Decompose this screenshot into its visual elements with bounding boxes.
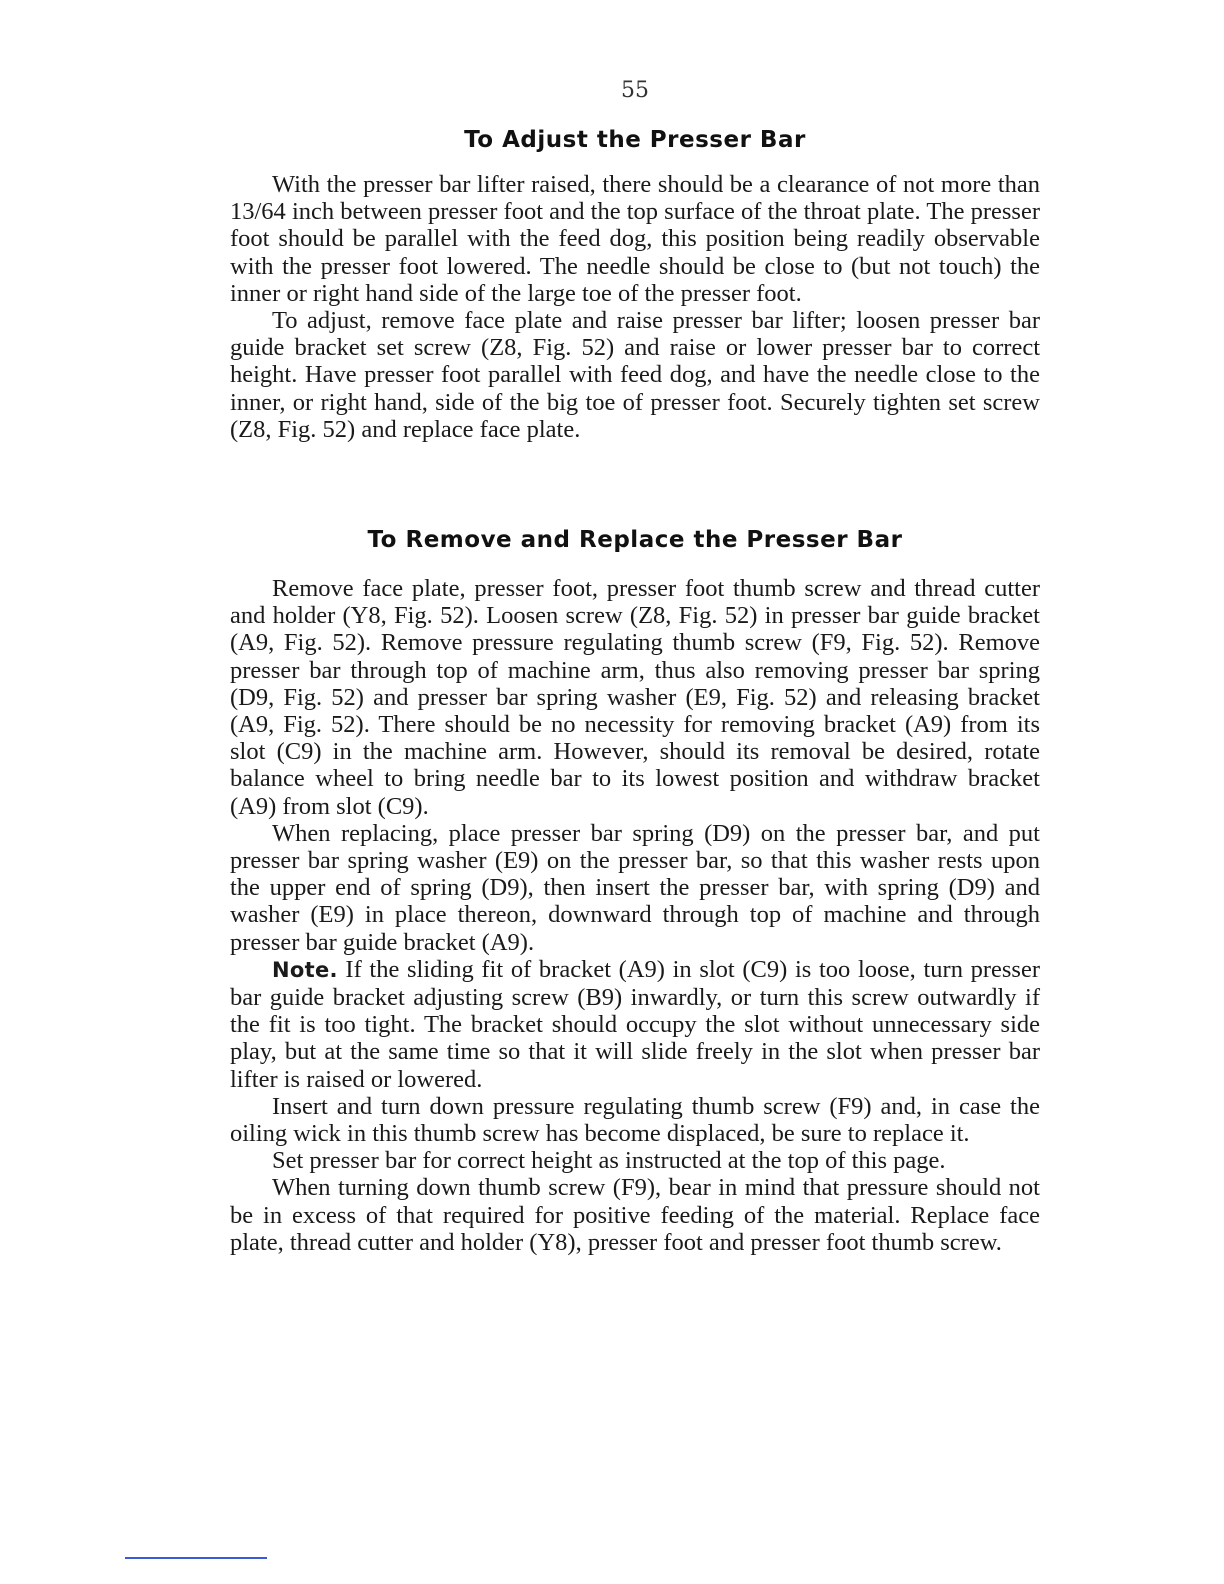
note-text: If the sliding fit of bracket (A9) in slot (C9) is too loose, turn presser bar guide bracket adjusting screw (B9) inwardly, or turn this screw outwardly if the fit is too tight. The bracket should occupy the slot without unnecessary side play, but at the same time so that it will slide freely in the slot when presser bar lifter is raised or lowered. — [230, 955, 1040, 1093]
paragraph-thumb-screw: Insert and turn down pressure regulating thumb screw (F9) and, in case the oiling wick in this thumb screw has become displaced, be sure to replace it. — [230, 1092, 1040, 1148]
paragraph-set-height: Set presser bar for correct height as instructed at the top of this page. — [272, 1147, 946, 1175]
section-adjust-presser-bar — [230, 171, 1040, 443]
note-label: Note. — [272, 957, 338, 982]
footnote-rule — [125, 1557, 267, 1559]
paragraph-clearance: With the presser bar lifter raised, there should be a clearance of not more than 13/64 inch between presser foot and the top surface of the throat plate. The presser foot should be parallel with the feed dog, this position being readily observable with the presser foot lowered. The needle should be close to (but not touch) the inner or right hand side of the large toe of the presser foot. — [230, 171, 1040, 307]
page-number: 55 — [621, 78, 649, 103]
section-remove-replace-presser-bar — [230, 575, 1040, 1256]
paragraph-to-adjust: To adjust, remove face plate and raise presser bar lifter; loosen presser bar guide bracket set screw (Z8, Fig. 52) and raise or lower presser bar to correct height. Have presser foot parallel with feed dog, and have the needle close to the inner, or right hand, side of the big toe of presser foot. Securely tighten set screw (Z8, Fig. 52) and replace face plate. — [230, 307, 1040, 443]
section-title-remove-replace-presser-bar: To Remove and Replace the Presser Bar — [367, 527, 903, 553]
paragraph-replacing: When replacing, place presser bar spring (D9) on the presser bar, and put presser bar spring washer (E9) on the presser bar, so that this washer rests upon the upper end of spring (D9), then insert the presser bar, with spring (D9) and washer (E9) in place thereon, downward through top of machine and through presser bar guide bracket (A9). — [230, 819, 1040, 956]
section-title-adjust-presser-bar: To Adjust the Presser Bar — [464, 127, 806, 153]
paragraph-remove: Remove face plate, presser foot, presser foot thumb screw and thread cutter and holder (Y8, Fig. 52). Loosen screw (Z8, Fig. 52) in presser bar guide bracket (A9, Fig. 52). Remove pressure regulating thumb screw (F9, Fig. 52). Remove presser bar through top of machine arm, thus also removing presser bar spring (D9, Fig. 52) and presser bar spring washer (E9, Fig. 52) and releasing bracket (A9, Fig. 52). There should be no necessity for removing bracket (A9) from its slot (C9) in the machine arm. However, should its removal be desired, rotate balance wheel to bring needle bar to its lowest position and withdraw bracket (A9) from slot (C9). — [230, 575, 1040, 820]
paragraph-pressure: When turning down thumb screw (F9), bear in mind that pressure should not be in excess of that required for positive feeding of the material. Replace face plate, thread cutter and holder (Y8), presser foot and presser foot thumb screw. — [230, 1174, 1040, 1256]
paragraph-note — [230, 956, 1040, 1093]
